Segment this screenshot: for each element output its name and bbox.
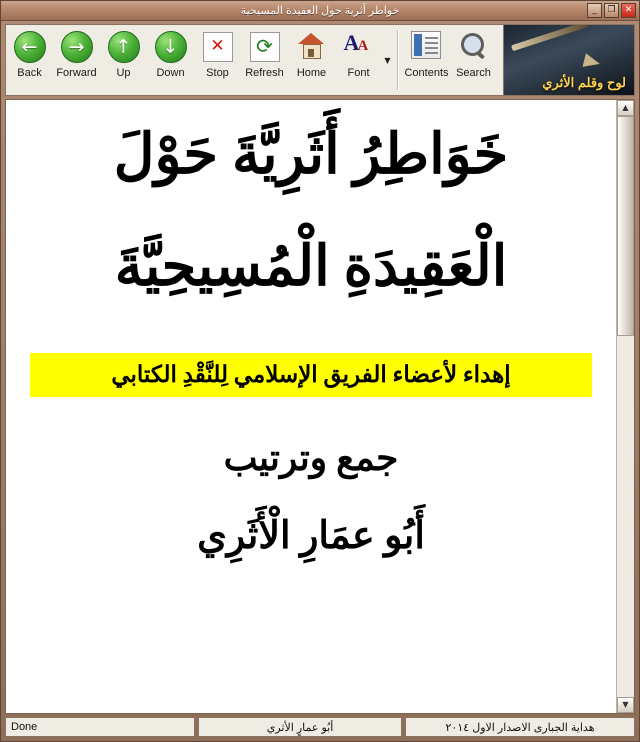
- toolbar: [5, 24, 635, 96]
- status-text: Done: [5, 717, 195, 737]
- search-button-label: Search: [456, 67, 491, 79]
- font-button[interactable]: [335, 25, 382, 95]
- search-icon: [458, 31, 490, 63]
- down-button[interactable]: [147, 25, 194, 95]
- toolbar-separator: [397, 30, 399, 90]
- author-name: أَبُو عمَارِ الْأَثَرِي: [197, 515, 425, 558]
- window-controls: [587, 3, 636, 18]
- book-title-line-1: خَوَاطِرُ أَثَرِيَّةَ حَوْلَ: [113, 124, 509, 186]
- contents-icon: [411, 31, 443, 63]
- vertical-scrollbar[interactable]: [616, 100, 634, 713]
- refresh-button-label: Refresh: [245, 67, 284, 79]
- up-button-label: Up: [116, 67, 131, 79]
- contents-button[interactable]: [403, 25, 450, 95]
- up-button[interactable]: [100, 25, 147, 95]
- refresh-icon: [249, 31, 281, 63]
- back-button[interactable]: [6, 25, 53, 95]
- down-arrow-icon: ↓: [155, 31, 187, 63]
- content-area: [5, 99, 635, 714]
- pen-nib-icon: [583, 53, 602, 70]
- up-arrow-icon: ↑: [108, 31, 140, 63]
- dedication-text: إهداء لأعضاء الفريق الإسلامي لِلنَّقْدِ الكتابي: [30, 353, 592, 397]
- forward-arrow-icon: →: [61, 31, 93, 63]
- title-bar[interactable]: [1, 1, 639, 21]
- maximize-button[interactable]: ❐: [604, 3, 619, 18]
- book-title-line-2: الْعَقِيدَةِ الْمُسِيحِيَّةَ: [114, 235, 508, 298]
- font-icon: A A: [343, 30, 369, 55]
- back-arrow-icon: ←: [14, 31, 46, 63]
- close-button[interactable]: ✕: [621, 3, 636, 18]
- document-page: [6, 100, 616, 713]
- font-button-label: Font: [347, 67, 370, 79]
- pen-icon: [511, 25, 589, 51]
- scroll-down-button[interactable]: ▼: [617, 697, 634, 713]
- back-button-label: Back: [17, 67, 42, 79]
- compiled-by-label: جمع وترتيب: [223, 438, 399, 479]
- minimize-button[interactable]: _: [587, 3, 602, 18]
- status-right-text: هداية الجبارى الاصدار الاول ٢٠١٤: [405, 717, 635, 737]
- home-button[interactable]: [288, 25, 335, 95]
- forward-button-label: Forward: [56, 67, 97, 79]
- scrollbar-thumb[interactable]: [617, 116, 634, 336]
- toolbar-banner-image: [503, 25, 634, 95]
- stop-button[interactable]: [194, 25, 241, 95]
- scrollbar-track[interactable]: [617, 116, 634, 697]
- status-bar: [5, 717, 635, 737]
- status-center-text: أبُو عمارٍ الأثري: [198, 717, 402, 737]
- stop-button-label: Stop: [206, 67, 229, 79]
- window-title: خواطر أثرية حول العقيدة المسيحية: [240, 5, 400, 17]
- refresh-button[interactable]: [241, 25, 288, 95]
- stop-icon: [202, 31, 234, 63]
- scroll-up-button[interactable]: ▲: [617, 100, 634, 116]
- search-button[interactable]: [450, 25, 497, 95]
- banner-text: لوح وقلم الأثري: [542, 75, 626, 90]
- forward-button[interactable]: [53, 25, 100, 95]
- home-icon: [296, 31, 328, 63]
- chevron-down-icon[interactable]: ▼: [384, 55, 391, 65]
- contents-button-label: Contents: [404, 67, 449, 79]
- home-button-label: Home: [296, 67, 327, 79]
- down-button-label: Down: [156, 67, 185, 79]
